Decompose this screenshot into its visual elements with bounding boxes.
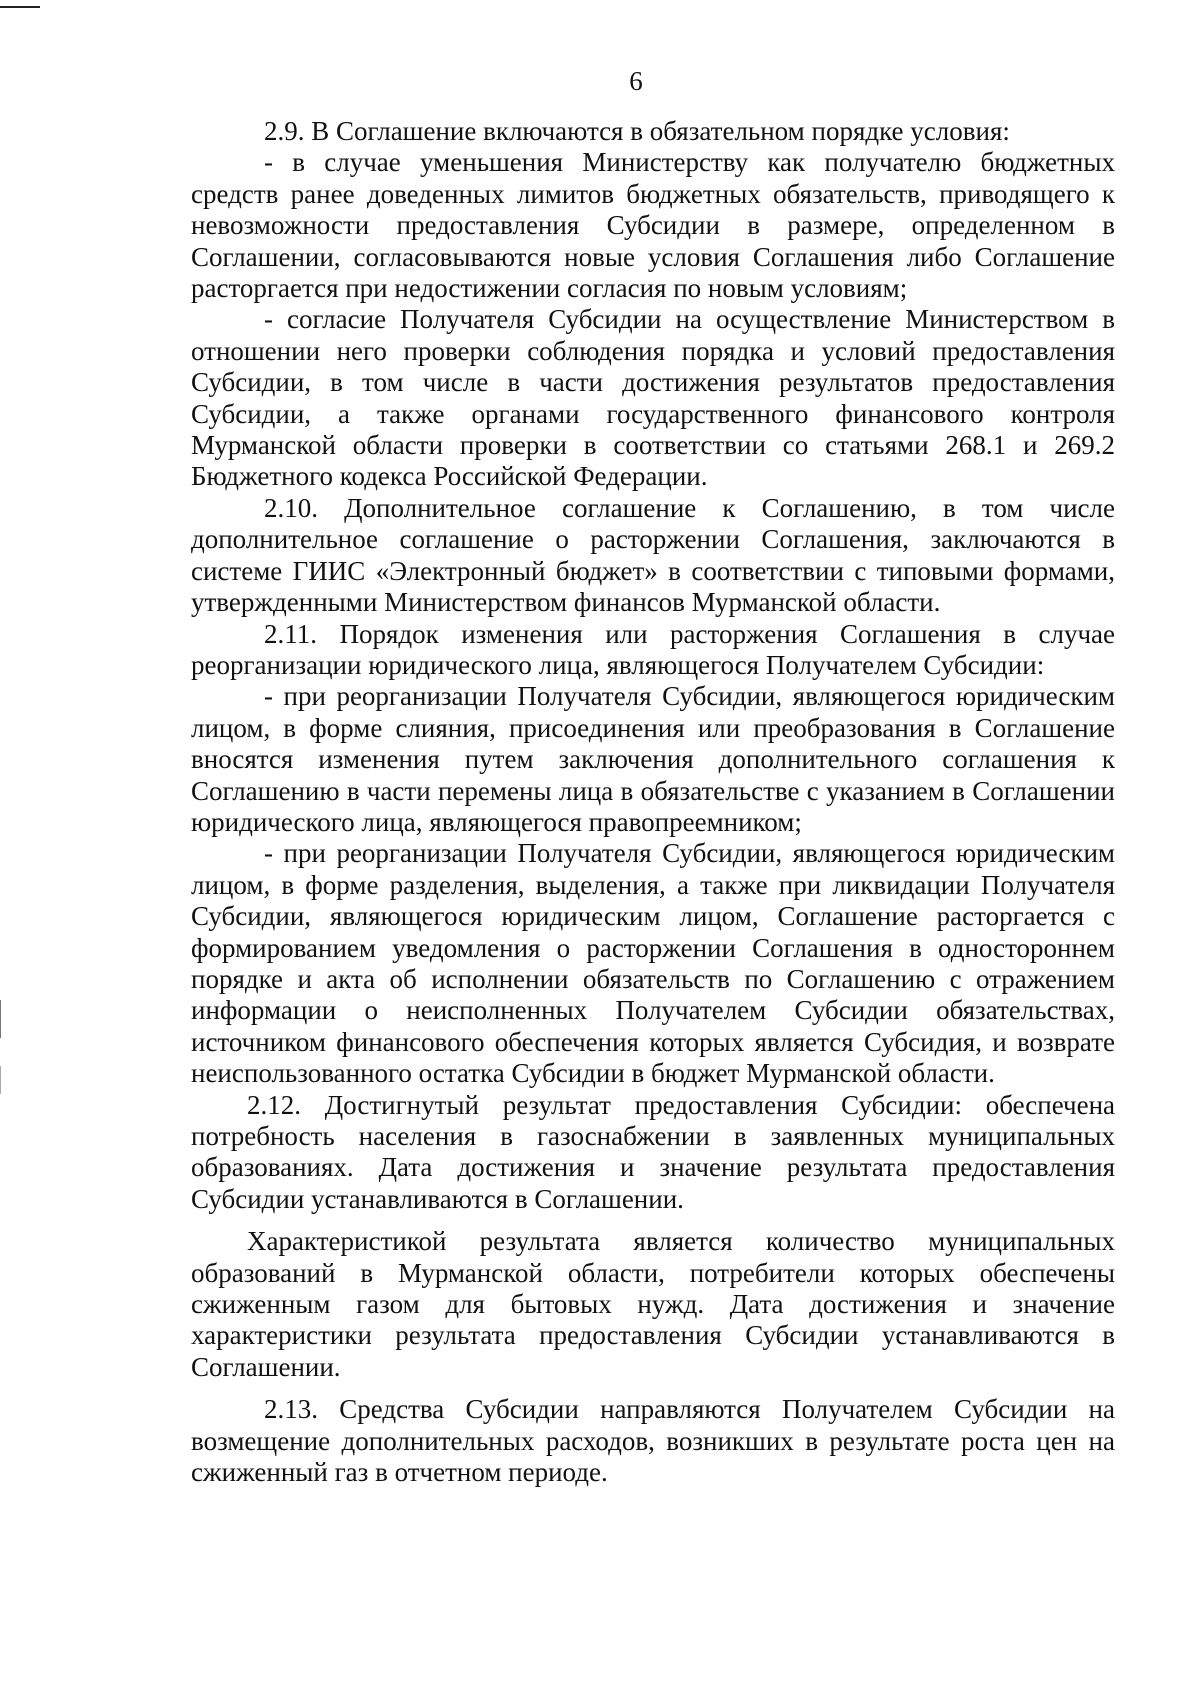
- paragraph-2-9: 2.9. В Соглашение включаются в обязательном порядке условия:: [264, 116, 1010, 146]
- page-number: 6: [629, 66, 643, 96]
- scan-margin-mark: [0, 1066, 1, 1094]
- paragraph-result-characteristic: Характеристикой результата является количество муниципальных образований в Мурманской области, потребители которых обеспечены сжиженным газом для бытовых нужд. Дата достижения и значение характеристики результата предоставления Субсидии устанавливаются в Соглашении.: [191, 1226, 1115, 1382]
- paragraph-2-11: 2.11. Порядок изменения или расторжения Соглашения в случае реорганизации юридического лица, являющегося Получателем Субсидии:: [191, 618, 1115, 680]
- paragraph-2-10: 2.10. Дополнительное соглашение к Соглашению, в том числе дополнительное соглашение о расторжении Соглашения, заключаются в системе ГИИС «Электронный бюджет» в соответствии с типовыми формами, утвержденными Министерством финансов Мурманской области.: [191, 492, 1115, 618]
- paragraph-2-13: 2.13. Средства Субсидии направляются Получателем Субсидии на возмещение дополнительных расходов, возникших в результате роста цен на сжиженный газ в отчетном периоде.: [191, 1394, 1115, 1488]
- document-body: [191, 116, 1115, 1488]
- list-item-inspection-consent: - согласие Получателя Субсидии на осуществление Министерством в отношении него проверки соблюдения порядка и условий предоставления Субсидии, в том числе в части достижения результатов предоставления Субсидии, а также органами государственного финансового контроля Мурманской области проверки в соответствии со статьями 268.1 и 269.2 Бюджетного кодекса Российской Федерации.: [191, 304, 1115, 492]
- paragraph-2-12: 2.12. Достигнутый результат предоставления Субсидии: обеспечена потребность населения в газоснабжении в заявленных муниципальных образованиях. Дата достижения и значение результата предоставления Субсидии устанавливаются в Соглашении.: [191, 1089, 1115, 1214]
- list-item-limits-reduction: - в случае уменьшения Министерству как получателю бюджетных средств ранее доведенных лимитов бюджетных обязательств, приводящего к невозможности предоставления Субсидии в размере, определенном в Соглашении, согласовываются новые условия Соглашения либо Соглашение расторгается при недостижении согласия по новым условиям;: [191, 147, 1115, 304]
- scan-margin-mark: [0, 1000, 1, 1038]
- list-item-reorganization-division: - при реорганизации Получателя Субсидии, являющегося юридическим лицом, в форме разделения, выделения, а также при ликвидации Получателя Субсидии, являющегося юридическим лицом, Соглашение расторгается с формированием уведомления о расторжении Соглашения в одностороннем порядке и акта об исполнении обязательств по Соглашению с отражением информации о неисполненных Получателем Субсидии обязательствах, источником финансового обеспечения которых является Субсидия, и возврате неиспользованного остатка Субсидии в бюджет Мурманской области.: [191, 838, 1115, 1089]
- list-item-reorganization-merger: - при реорганизации Получателя Субсидии, являющегося юридическим лицом, в форме слияния, присоединения или преобразования в Соглашение вносятся изменения путем заключения дополнительного соглашения к Соглашению в части перемены лица в обязательстве с указанием в Соглашении юридического лица, являющегося правопреемником;: [191, 681, 1115, 837]
- scan-edge-mark: [0, 6, 40, 8]
